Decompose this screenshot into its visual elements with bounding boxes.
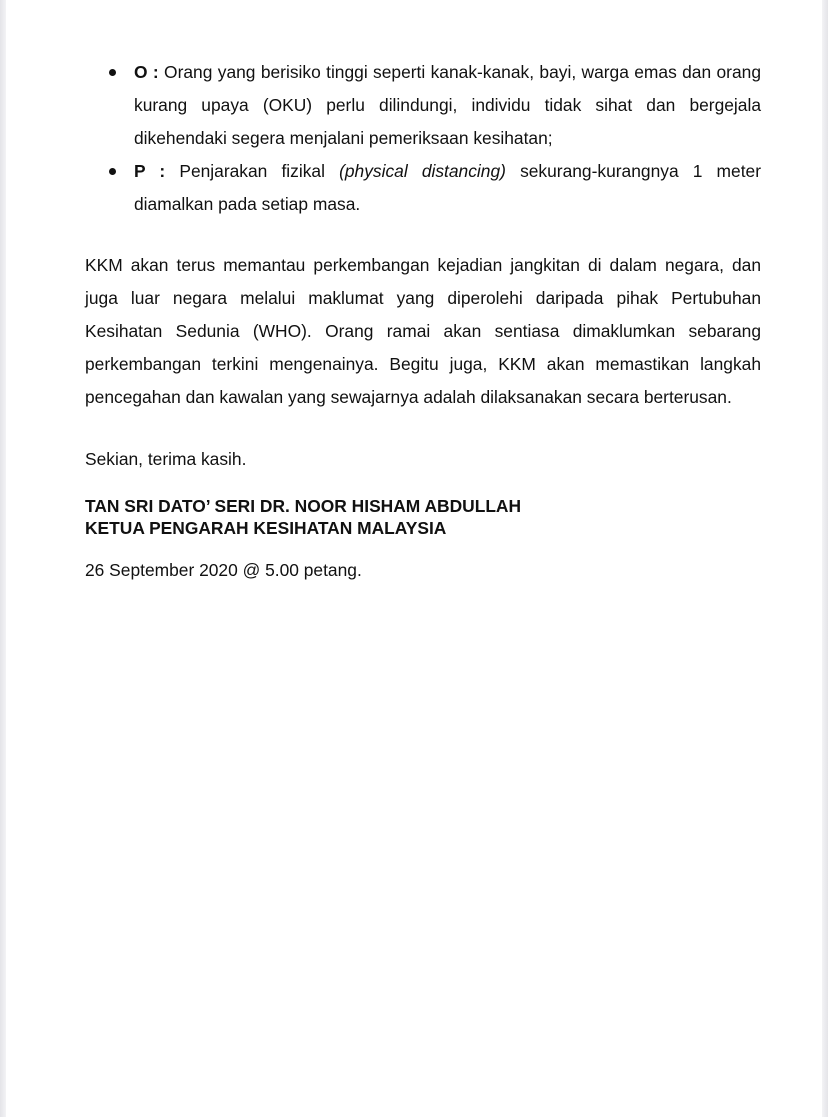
signature-block bbox=[85, 495, 761, 539]
page-edge-right bbox=[822, 0, 828, 1117]
date-line: 26 September 2020 @ 5.00 petang. bbox=[85, 560, 362, 580]
document-content bbox=[85, 56, 761, 587]
list-item-o bbox=[134, 56, 761, 155]
monitoring-paragraph: KKM akan terus memantau perkembangan kejadian jangkitan di dalam negara, dan juga luar negara melalui maklumat yang diperolehi daripada pihak Pertubuhan Kesihatan Sedunia (WHO). Orang ramai akan sentiasa dimaklumkan sebarang perkembangan terkini mengenainya. Begitu juga, KKM akan memastikan langkah pencegahan dan kawalan yang sewajarnya adalah dilaksanakan secara berterusan. bbox=[85, 255, 761, 407]
signatory-title: KETUA PENGARAH KESIHATAN MALAYSIA bbox=[85, 518, 447, 538]
bullet-icon bbox=[109, 69, 116, 76]
document-page bbox=[6, 0, 822, 1117]
bullet-text-p-before: Penjarakan fizikal bbox=[165, 161, 340, 181]
closing-line: Sekian, terima kasih. bbox=[85, 449, 247, 469]
measures-list bbox=[85, 56, 761, 221]
list-item-p bbox=[134, 155, 761, 221]
bullet-text-p-italic: (physical distancing) bbox=[339, 161, 506, 181]
bullet-letter-p: P : bbox=[134, 161, 166, 181]
signatory-name: TAN SRI DATO’ SERI DR. NOOR HISHAM ABDULLAH bbox=[85, 496, 522, 516]
bullet-text-o: Orang yang berisiko tinggi seperti kanak-kanak, bayi, warga emas dan orang kurang upaya (OKU) perlu dilindungi, individu tidak sihat dan bergejala dikehendaki segera menjalani pemeriksaan kesihatan; bbox=[134, 62, 761, 148]
bullet-letter-o: O : bbox=[134, 62, 159, 82]
bullet-text-p-after: sekurang-kurangnya 1 meter diamalkan pada setiap masa. bbox=[134, 161, 761, 214]
bullet-icon bbox=[109, 168, 116, 175]
